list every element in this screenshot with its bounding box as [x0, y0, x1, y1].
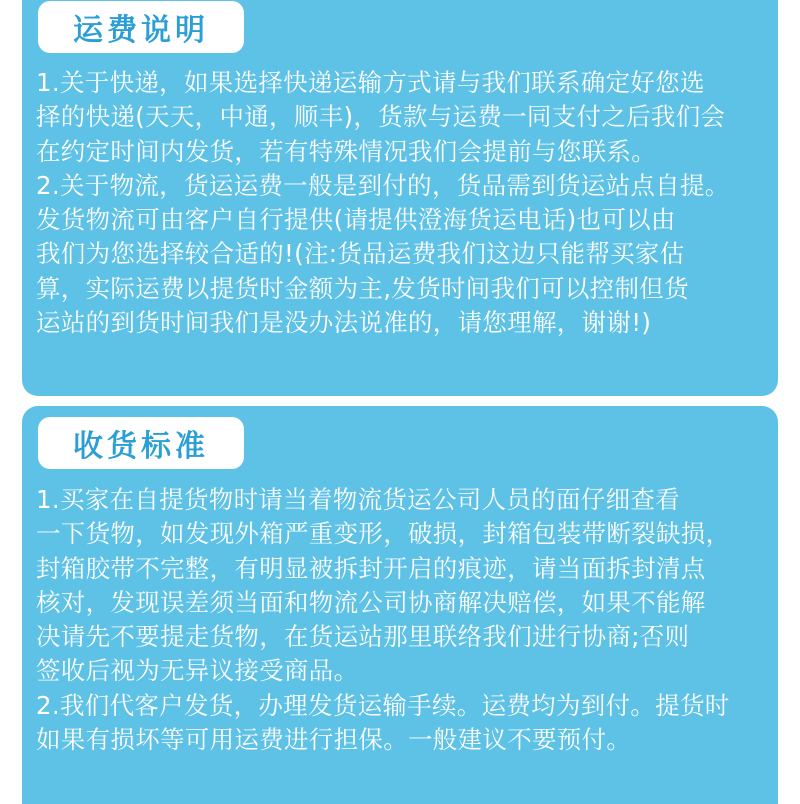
receiving-line: 一下货物，如发现外箱严重变形，破损，封箱包装带断裂缺损，	[36, 519, 731, 549]
receiving-line: 核对，发现误差须当面和物流公司协商解决赔偿，如果不能解	[36, 587, 706, 617]
shipping-body	[36, 66, 768, 340]
shipping-line: 算，实际运费以提货时金额为主,发货时间我们可以控制但货	[36, 273, 689, 303]
receiving-body	[36, 483, 768, 757]
receiving-line: 决请先不要提走货物，在货运站那里联络我们进行协商;否则	[36, 622, 690, 652]
receiving-line: 2.我们代客户发货，办理发货运输手续。运费均为到付。提货时	[36, 690, 730, 720]
shipping-line: 在约定时间内发货，若有特殊情况我们会提前与您联系。	[36, 136, 656, 166]
receiving-line: 1.买家在自提货物时请当着物流货运公司人员的面仔细查看	[36, 485, 680, 514]
shipping-info-card	[22, 0, 778, 396]
receiving-line: 封箱胶带不完整，有明显被拆封开启的痕迹，请当面拆封清点	[36, 553, 706, 583]
receiving-line: 签收后视为无异议接受商品。	[36, 656, 359, 686]
shipping-line: 发货物流可由客户自行提供(请提供澄海货运电话)也可以由	[36, 205, 676, 235]
receiving-standard-card	[22, 406, 778, 804]
shipping-line: 运站的到货时间我们是没办法说准的，请您理解，谢谢!)	[36, 308, 652, 338]
shipping-line: 我们为您选择较合适的!(注:货品运费我们这边只能帮买家估	[36, 239, 685, 269]
shipping-line: 1.关于快递，如果选择快递运输方式请与我们联系确定好您选	[36, 68, 705, 97]
shipping-line: 2.关于物流，货运运费一般是到付的，货品需到货运站点自提。	[36, 170, 730, 200]
shipping-title: 运费说明	[38, 1, 244, 53]
shipping-line: 择的快递(天天，中通，顺丰)，货款与运费一同支付之后我们会	[36, 102, 726, 132]
receiving-title: 收货标准	[38, 417, 244, 469]
receiving-line: 如果有损坏等可用运费进行担保。一般建议不要预付。	[36, 725, 632, 755]
